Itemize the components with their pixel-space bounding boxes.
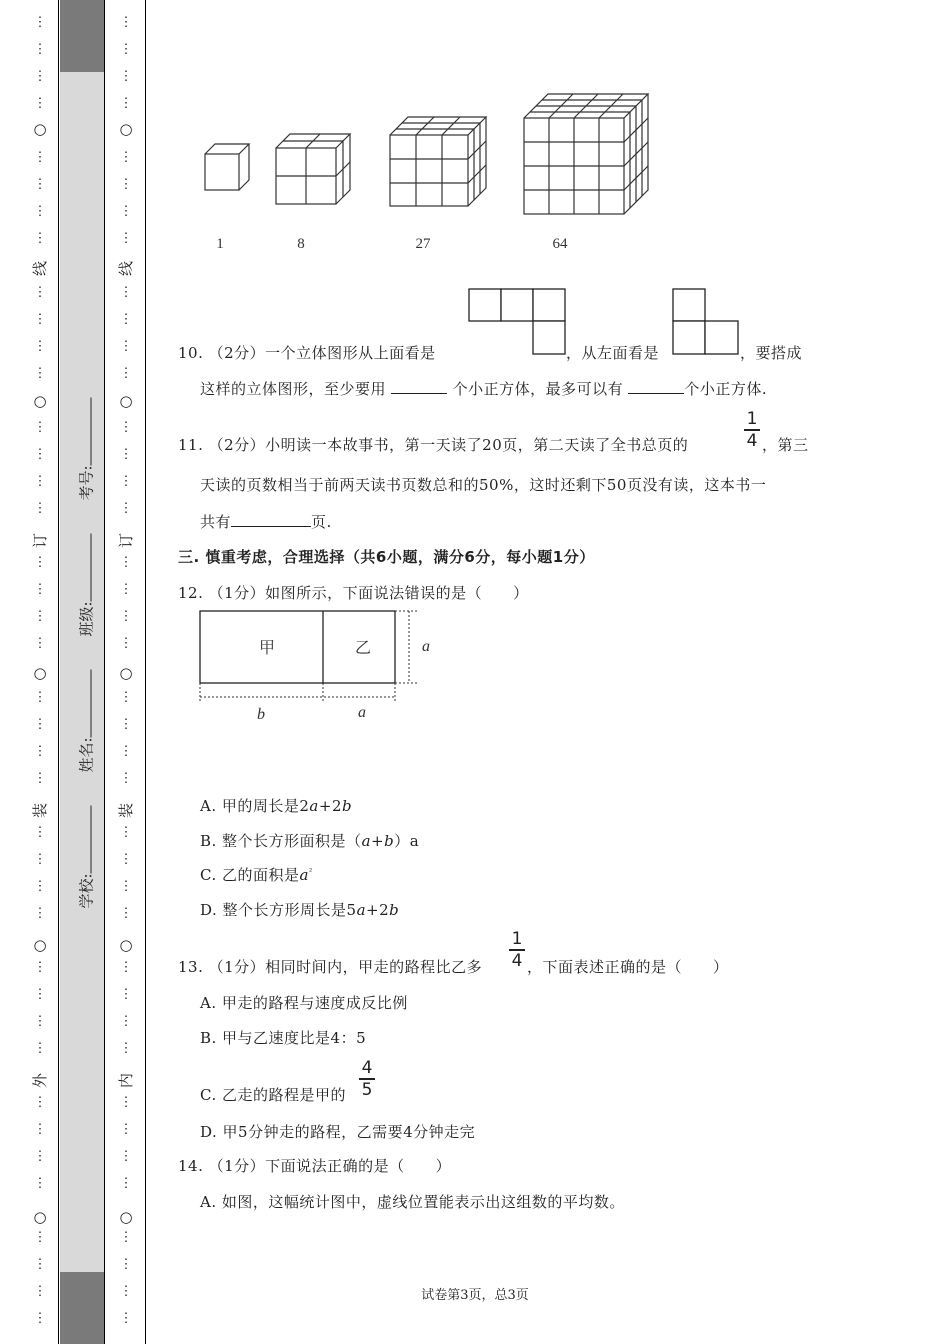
dot-mark: ⋮ xyxy=(119,474,133,489)
q11-line3-a: 共有 xyxy=(200,513,232,531)
dot-mark: ⋮ xyxy=(33,69,47,84)
q12-label-yi: 乙 xyxy=(354,638,372,657)
opt-text: B. 整个长方形面积是（ xyxy=(200,832,362,850)
q10-line2-c: 个小正方体. xyxy=(684,380,768,398)
cube-figure xyxy=(195,76,665,266)
q12-dim-a: a xyxy=(358,704,366,721)
var-a: a xyxy=(299,866,309,884)
name-blank xyxy=(91,669,92,737)
q13-frac-den: 4 xyxy=(511,950,523,971)
q12-rectangle-figure xyxy=(195,605,445,730)
dot-mark: ⋮ xyxy=(33,15,47,30)
q13-optc-fraction xyxy=(359,1059,375,1099)
q14-stem: 14. （1分）下面说法正确的是（ ） xyxy=(178,1157,452,1175)
dot-mark: ⋮ xyxy=(119,1230,133,1245)
cube-label-1: 1 xyxy=(216,236,224,252)
dot-mark: ⋮ xyxy=(33,96,47,111)
dot-mark: ⋮ xyxy=(33,1095,47,1110)
opt-text: +2 xyxy=(318,797,342,815)
dot-mark: ⋮ xyxy=(119,1014,133,1029)
q13-option-a: A. 甲走的路程与速度成反比例 xyxy=(200,994,408,1012)
q12-dim-b: b xyxy=(257,706,265,723)
dot-mark: ⋮ xyxy=(119,447,133,462)
dot-mark: ⋮ xyxy=(33,312,47,327)
dot-mark: ⋮ xyxy=(33,366,47,381)
outer-label-ding: 订 xyxy=(31,532,50,549)
opt-text: +2 xyxy=(366,901,390,919)
dot-mark: ⋮ xyxy=(119,1095,133,1110)
dot-mark: ⋮ xyxy=(33,1230,47,1245)
dot-mark: ⋮ xyxy=(119,96,133,111)
dot-mark: ⋮ xyxy=(119,1284,133,1299)
margin-band-top xyxy=(60,0,104,72)
dot-mark: ⋮ xyxy=(33,1311,47,1326)
cube-1x1 xyxy=(205,144,249,190)
opt-text: D. 整个长方形周长是5 xyxy=(200,901,357,919)
dot-mark: ⋮ xyxy=(119,636,133,651)
cube-label-8: 8 xyxy=(297,236,305,252)
dot-mark: ⋮ xyxy=(33,420,47,435)
dot-mark: ⋮ xyxy=(33,42,47,57)
name-field xyxy=(76,673,97,773)
dot-mark: ⋮ xyxy=(33,285,47,300)
q10-line2-b: 个小正方体，最多可以有 xyxy=(452,380,624,398)
q12-option-b xyxy=(200,830,419,851)
q10-line2 xyxy=(200,378,767,399)
opt-text: A. 甲的周长是2 xyxy=(200,797,310,815)
dot-mark: ⋮ xyxy=(119,204,133,219)
dot-mark: ⋮ xyxy=(33,1041,47,1056)
dot-mark: ⋮ xyxy=(33,1149,47,1164)
dot-mark: ⋮ xyxy=(119,555,133,570)
dot-mark: ⋮ xyxy=(119,690,133,705)
inner-dot-column xyxy=(116,0,136,1344)
top-view-shape xyxy=(468,288,568,356)
cube-2x2 xyxy=(276,134,350,204)
dot-mark: ⋮ xyxy=(119,69,133,84)
page-footer: 试卷第3页，总3页 xyxy=(421,1288,529,1303)
class-field xyxy=(76,537,97,637)
dot-mark: ⋮ xyxy=(119,717,133,732)
q13-optc-den: 5 xyxy=(361,1079,373,1100)
dot-mark: ⋮ xyxy=(119,1122,133,1137)
circle-mark: ○ xyxy=(119,936,133,954)
q14-option-a: A. 如图，这幅统计图中，虚线位置能表示出这组数的平均数。 xyxy=(200,1193,625,1211)
outer-label-xian: 线 xyxy=(31,260,50,277)
circle-mark: ○ xyxy=(119,120,133,138)
class-blank xyxy=(91,533,92,601)
dot-mark: ⋮ xyxy=(33,960,47,975)
cube-label-64: 64 xyxy=(552,236,568,252)
q13-option-d: D. 甲5分钟走的路程，乙需要4分钟走完 xyxy=(200,1123,476,1141)
exam-number-label: 考号: xyxy=(77,465,96,501)
margin-rule xyxy=(58,0,59,1344)
q12-stem: 12. （1分）如图所示，下面说法错误的是（ ） xyxy=(178,584,529,602)
dot-mark: ⋮ xyxy=(33,339,47,354)
dot-mark: ⋮ xyxy=(119,771,133,786)
outer-dot-column xyxy=(30,0,50,1344)
var-b: b xyxy=(342,797,353,815)
name-label: 姓名: xyxy=(77,737,96,773)
q13-stem-a: 13. （1分）相同时间内，甲走的路程比乙多 xyxy=(178,958,483,976)
inner-label-xian: 线 xyxy=(117,260,136,277)
inner-label-zhuang: 装 xyxy=(117,802,136,819)
dot-mark: ⋮ xyxy=(33,231,47,246)
cube-label-27: 27 xyxy=(415,236,431,252)
outer-label-zhuang: 装 xyxy=(31,802,50,819)
q13-frac-num: 1 xyxy=(511,929,523,949)
dot-mark: ⋮ xyxy=(119,1257,133,1272)
dot-mark: ⋮ xyxy=(33,1284,47,1299)
q11-line3 xyxy=(200,511,332,532)
school-blank xyxy=(91,805,92,873)
dot-mark: ⋮ xyxy=(33,1257,47,1272)
dot-mark: ⋮ xyxy=(119,420,133,435)
dot-mark: ⋮ xyxy=(33,825,47,840)
circle-mark: ○ xyxy=(119,664,133,682)
left-view-shape xyxy=(672,288,742,356)
margin-rule xyxy=(104,0,105,1344)
dot-mark: ⋮ xyxy=(119,1149,133,1164)
dot-mark: ⋮ xyxy=(119,906,133,921)
q12-option-c xyxy=(200,864,313,885)
q11-line2: 天读的页数相当于前两天读书页数总和的50%，这时还剩下50页没有读，这本书一 xyxy=(200,476,767,494)
outer-label-wai: 外 xyxy=(31,1072,50,1089)
margin-rule xyxy=(145,0,146,1344)
dot-mark: ⋮ xyxy=(119,1311,133,1326)
circle-mark: ○ xyxy=(33,936,47,954)
circle-mark: ○ xyxy=(119,392,133,410)
q10-line1-b: ，从左面看是 xyxy=(566,344,660,362)
dot-mark: ⋮ xyxy=(119,177,133,192)
dot-mark: ⋮ xyxy=(33,501,47,516)
dot-mark: ⋮ xyxy=(119,987,133,1002)
superscript: ² xyxy=(308,867,313,876)
dot-mark: ⋮ xyxy=(119,150,133,165)
opt-text: ）a xyxy=(394,832,420,850)
q13-optc-num: 4 xyxy=(361,1058,373,1078)
cube-4x4 xyxy=(524,94,648,214)
dot-mark: ⋮ xyxy=(119,15,133,30)
var-b: b xyxy=(389,901,400,919)
dot-mark: ⋮ xyxy=(119,744,133,759)
dot-mark: ⋮ xyxy=(119,312,133,327)
q12-option-d xyxy=(200,899,399,920)
dot-mark: ⋮ xyxy=(33,474,47,489)
dot-mark: ⋮ xyxy=(33,447,47,462)
section-3-heading: 三. 慎重考虑，合理选择（共6小题，满分6分，每小题1分） xyxy=(178,548,595,566)
q12-dim-height: a xyxy=(422,638,430,655)
q13-stem-b: ，下面表述正确的是（ ） xyxy=(527,958,729,976)
var-a: a xyxy=(361,832,372,850)
q13-fraction xyxy=(509,930,525,970)
inner-label-ding: 订 xyxy=(117,532,136,549)
dot-mark: ⋮ xyxy=(33,1122,47,1137)
dot-mark: ⋮ xyxy=(33,771,47,786)
dot-mark: ⋮ xyxy=(119,366,133,381)
q11-line1: 11. （2分）小明读一本故事书，第一天读了20页，第二天读了全书总页的 xyxy=(178,436,689,454)
dot-mark: ⋮ xyxy=(33,744,47,759)
dot-mark: ⋮ xyxy=(33,1014,47,1029)
margin-band-bottom xyxy=(60,1272,104,1344)
dot-mark: ⋮ xyxy=(119,582,133,597)
dot-mark: ⋮ xyxy=(119,960,133,975)
dot-mark: ⋮ xyxy=(33,987,47,1002)
dot-mark: ⋮ xyxy=(33,150,47,165)
circle-mark: ○ xyxy=(33,1208,47,1226)
dot-mark: ⋮ xyxy=(33,636,47,651)
dot-mark: ⋮ xyxy=(33,555,47,570)
dot-mark: ⋮ xyxy=(119,609,133,624)
cube-3x3 xyxy=(390,117,486,206)
dot-mark: ⋮ xyxy=(33,690,47,705)
q11-line1-end: ，第三 xyxy=(762,436,809,454)
dot-mark: ⋮ xyxy=(33,609,47,624)
dot-mark: ⋮ xyxy=(119,501,133,516)
dot-mark: ⋮ xyxy=(33,906,47,921)
dot-mark: ⋮ xyxy=(33,1176,47,1191)
exam-number-blank xyxy=(91,397,92,465)
q11-fraction xyxy=(744,410,760,450)
inner-label-nei: 内 xyxy=(117,1072,136,1089)
q10-max-blank xyxy=(628,393,684,394)
dot-mark: ⋮ xyxy=(33,852,47,867)
dot-mark: ⋮ xyxy=(33,879,47,894)
dot-mark: ⋮ xyxy=(119,231,133,246)
q11-line3-b: 页. xyxy=(311,513,332,531)
var-a: a xyxy=(356,901,367,919)
dot-mark: ⋮ xyxy=(33,204,47,219)
dot-mark: ⋮ xyxy=(33,177,47,192)
q11-frac-den: 4 xyxy=(746,430,758,451)
circle-mark: ○ xyxy=(33,664,47,682)
dot-mark: ⋮ xyxy=(119,339,133,354)
dot-mark: ⋮ xyxy=(119,42,133,57)
dot-mark: ⋮ xyxy=(33,582,47,597)
dot-mark: ⋮ xyxy=(119,285,133,300)
q11-answer-blank xyxy=(231,526,311,527)
school-field xyxy=(76,809,97,909)
opt-text: C. 乙的面积是 xyxy=(200,866,300,884)
dot-mark: ⋮ xyxy=(119,879,133,894)
q13-option-c: C. 乙走的路程是甲的 xyxy=(200,1086,346,1104)
dot-mark: ⋮ xyxy=(119,825,133,840)
binding-margin xyxy=(0,0,148,1344)
q10-line1-a: 10. （2分）一个立体图形从上面看是 xyxy=(178,344,436,362)
var-b: b xyxy=(384,832,395,850)
exam-number-field xyxy=(76,401,97,501)
circle-mark: ○ xyxy=(119,1208,133,1226)
var-a: a xyxy=(309,797,319,815)
circle-mark: ○ xyxy=(33,392,47,410)
dot-mark: ⋮ xyxy=(119,1176,133,1191)
dot-mark: ⋮ xyxy=(33,717,47,732)
q10-line2-a: 这样的立体图形，至少要用 xyxy=(200,380,387,398)
circle-mark: ○ xyxy=(33,120,47,138)
q10-min-blank xyxy=(391,393,447,394)
q13-option-b: B. 甲与乙速度比是4：5 xyxy=(200,1029,367,1047)
q11-frac-num: 1 xyxy=(746,409,758,429)
dot-mark: ⋮ xyxy=(119,1041,133,1056)
q12-option-a xyxy=(200,795,352,816)
q12-label-jia: 甲 xyxy=(258,638,276,657)
school-label: 学校: xyxy=(77,873,96,909)
dot-mark: ⋮ xyxy=(119,852,133,867)
q10-line1-c: ，要搭成 xyxy=(740,344,803,362)
opt-text: + xyxy=(371,832,385,850)
class-label: 班级: xyxy=(77,601,96,637)
